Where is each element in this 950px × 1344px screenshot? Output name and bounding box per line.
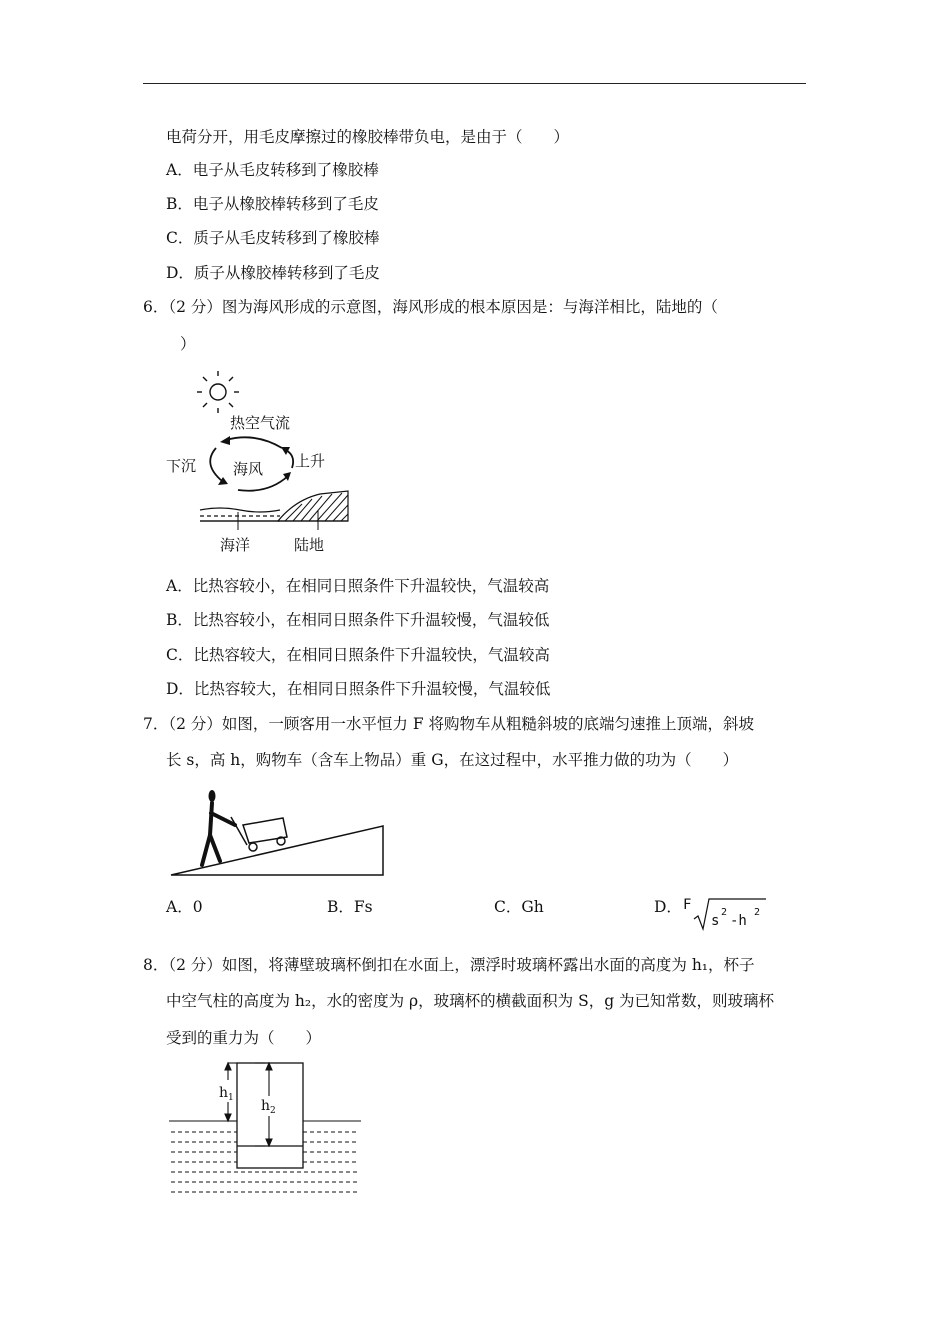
label-sink: 下沉 <box>166 457 197 475</box>
label-land: 陆地 <box>294 536 325 554</box>
q7-option-c[interactable]: C．Gh <box>494 898 544 916</box>
shopping-cart-slope-diagram <box>165 785 390 880</box>
q7-option-d-formula <box>680 893 770 933</box>
label-ocean: 海洋 <box>220 536 251 554</box>
formula-minus-h: -h <box>730 913 747 929</box>
label-rise: 上升 <box>295 452 326 470</box>
q6-stem-line1: 6．（2 分）图为海风形成的示意图，海风形成的根本原因是：与海洋相比，陆地的（ <box>143 298 718 316</box>
ocean-surface <box>200 508 280 521</box>
cart-icon <box>231 817 287 851</box>
q7-option-a[interactable]: A．0 <box>166 898 203 916</box>
sun-icon <box>197 371 239 413</box>
formula-F: F <box>683 897 692 913</box>
q5-stem: 电荷分开，用毛皮摩擦过的橡胶棒带负电，是由于（ ） <box>166 128 570 146</box>
q8-stem-line2: 中空气柱的高度为 h₂，水的密度为 ρ，玻璃杯的横截面积为 S，g 为已知常数，则玻璃杯 <box>166 992 775 1010</box>
q8-stem-line1: 8．（2 分）如图，将薄壁玻璃杯倒扣在水面上，漂浮时玻璃杯露出水面的高度为 h₁，杯子 <box>143 956 755 974</box>
formula-s-exponent: 2 <box>721 907 728 918</box>
label-hot-air: 热空气流 <box>230 414 291 432</box>
q7-option-d-label[interactable]: D． <box>654 898 682 916</box>
q5-option-a[interactable]: A．电子从毛皮转移到了橡胶棒 <box>166 161 379 179</box>
q5-option-d[interactable]: D．质子从橡胶棒转移到了毛皮 <box>166 264 380 282</box>
q8-stem-line3: 受到的重力为（ ） <box>166 1029 322 1047</box>
q7-stem-line1: 7．（2 分）如图，一顾客用一水平恒力 F 将购物车从粗糙斜坡的底端匀速推上顶端，斜坡 <box>143 715 755 733</box>
sea-breeze-diagram <box>160 368 360 558</box>
q7-stem-line2: 长 s，高 h，购物车（含车上物品）重 G，在这过程中，水平推力做的功为（ ） <box>166 751 739 769</box>
formula-h-exponent: 2 <box>754 907 761 918</box>
inverted-glass-diagram <box>165 1058 365 1200</box>
q7-option-b[interactable]: B．Fs <box>327 898 373 916</box>
label-sea-breeze: 海风 <box>233 460 264 478</box>
label-h2: $h_2$ <box>261 1098 276 1116</box>
label-h1: $h_1$ <box>219 1085 234 1103</box>
person-pushing-figure <box>202 790 235 865</box>
q6-stem-line2: ） <box>180 335 196 353</box>
q5-option-b[interactable]: B．电子从橡胶棒转移到了毛皮 <box>166 195 379 213</box>
q6-option-a[interactable]: A．比热容较小，在相同日照条件下升温较快，气温较高 <box>166 577 550 595</box>
q5-option-c[interactable]: C．质子从毛皮转移到了橡胶棒 <box>166 229 380 247</box>
q6-option-b[interactable]: B．比热容较小，在相同日照条件下升温较慢，气温较低 <box>166 611 550 629</box>
formula-s: s <box>711 913 720 929</box>
header-rule <box>143 83 806 84</box>
q6-option-c[interactable]: C．比热容较大，在相同日照条件下升温较快，气温较高 <box>166 646 550 664</box>
q6-option-d[interactable]: D．比热容较大，在相同日照条件下升温较慢，气温较低 <box>166 680 551 698</box>
